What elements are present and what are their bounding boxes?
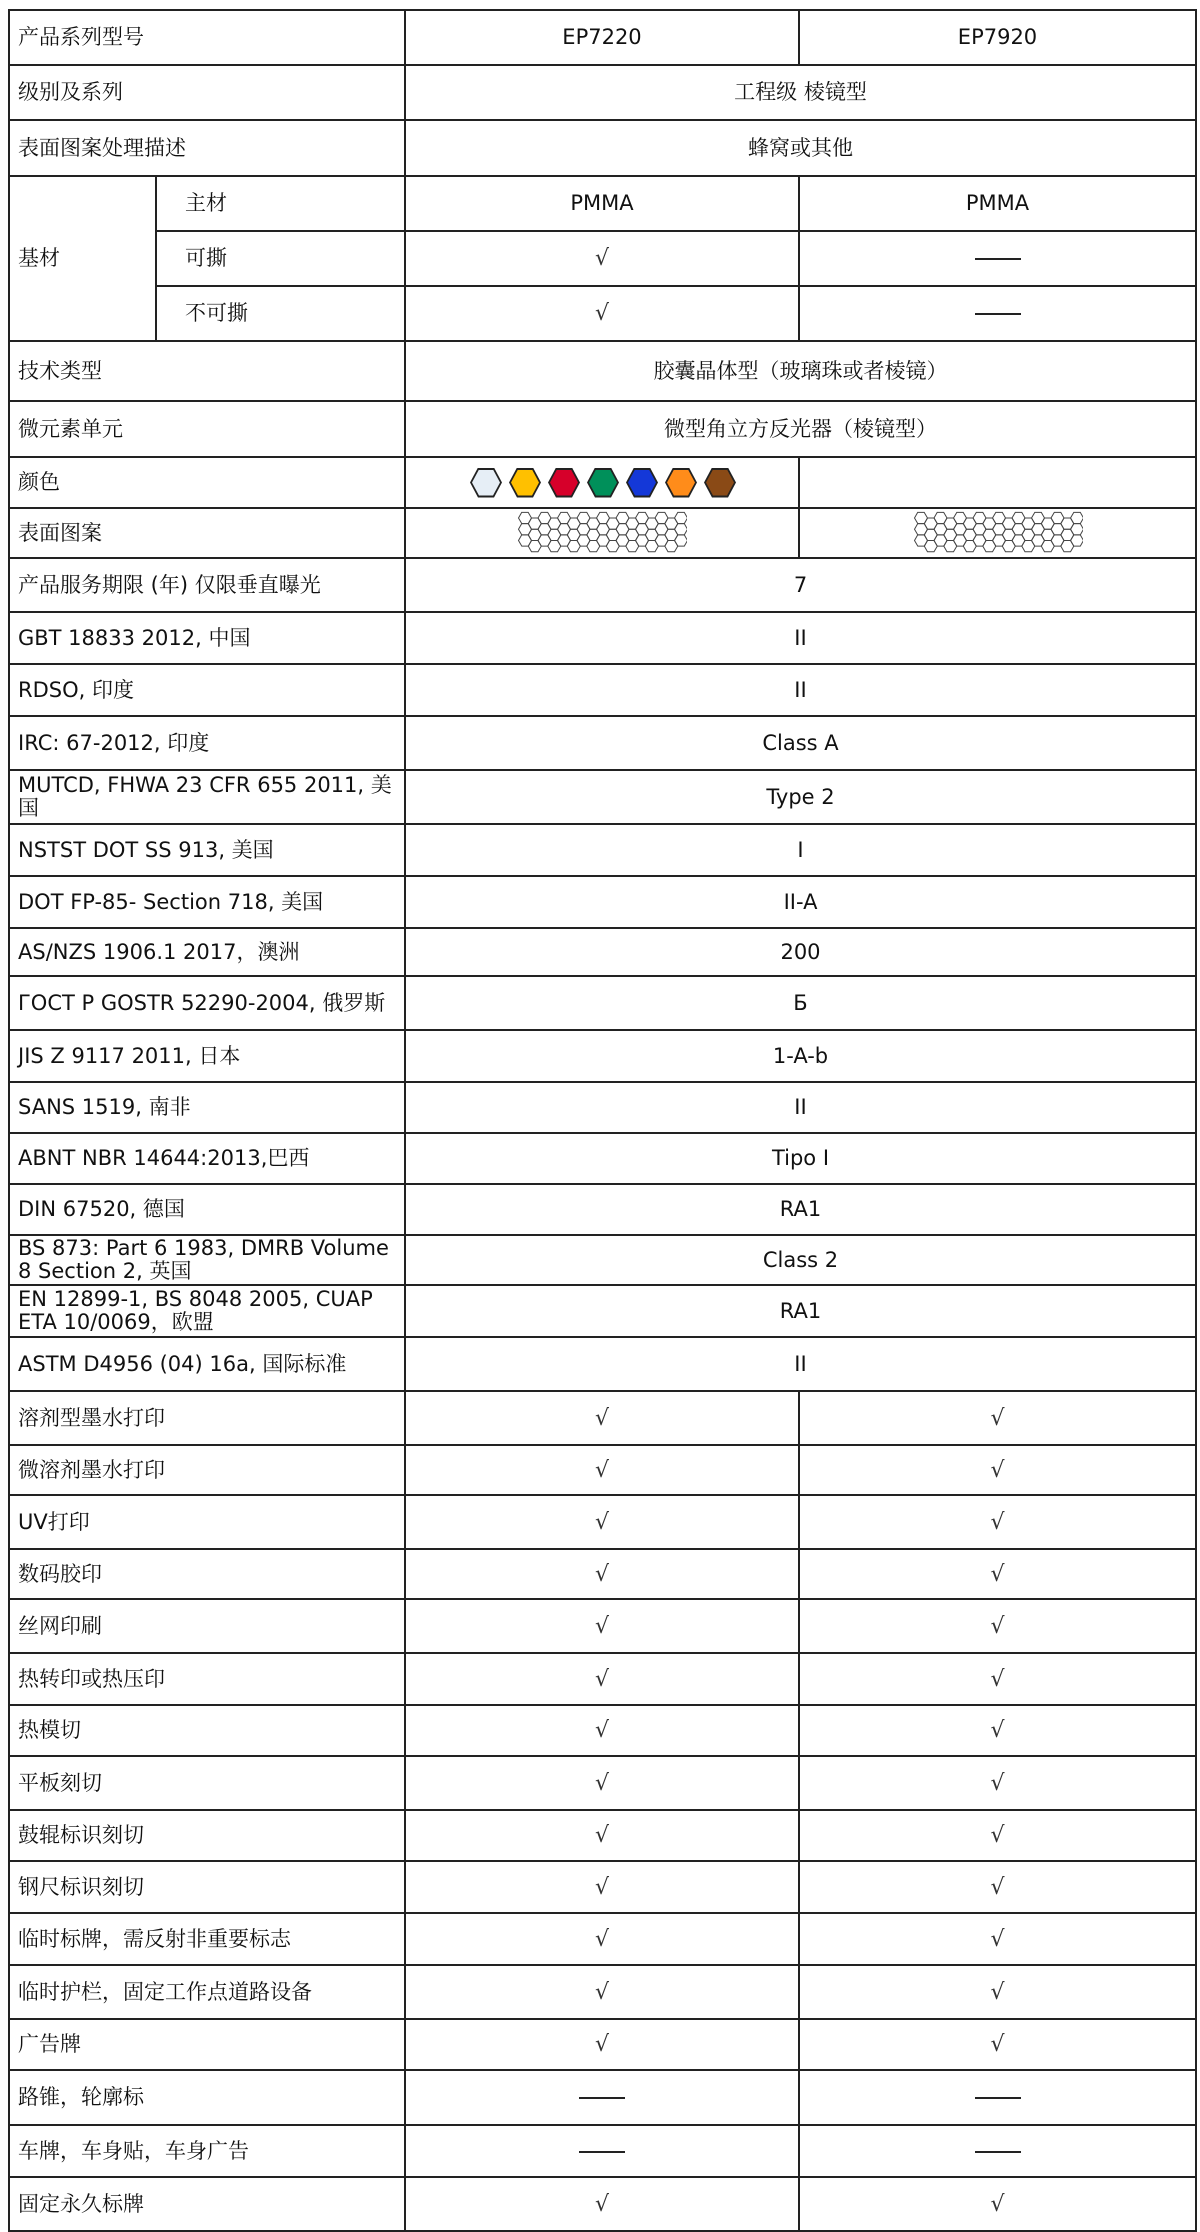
honeycomb-cell xyxy=(675,512,688,523)
standard-label: SANS 1519, 南非 xyxy=(9,1082,405,1133)
check-mark: √ xyxy=(990,2191,1005,2217)
standard-value: RA1 xyxy=(405,1285,1196,1337)
substrate-peelable-ep7220 xyxy=(405,231,799,286)
standard-label: MUTCD, FHWA 23 CFR 655 2011, 美国 xyxy=(9,770,405,824)
application-ep7220 xyxy=(405,2177,799,2231)
service-value: 7 xyxy=(405,558,1196,612)
standard-row xyxy=(9,1133,1196,1184)
standard-row xyxy=(9,1337,1196,1391)
spec-table-body xyxy=(9,10,1196,2231)
check-mark: √ xyxy=(990,1561,1005,1587)
not-applicable-dash xyxy=(975,258,1021,260)
grade-value: 工程级 棱镜型 xyxy=(405,65,1196,120)
application-label: UV打印 xyxy=(9,1495,405,1549)
substrate-main-row xyxy=(9,176,1196,231)
standard-value: Б xyxy=(405,976,1196,1030)
application-row xyxy=(9,1965,1196,2019)
application-ep7920 xyxy=(799,1965,1196,2019)
standard-value: I xyxy=(405,824,1196,876)
application-ep7920 xyxy=(799,1756,1196,1810)
substrate-main-ep7920: PMMA xyxy=(799,176,1196,231)
standard-label: ASTM D4956 (04) 16a, 国际标准 xyxy=(9,1337,405,1391)
check-mark: √ xyxy=(990,1979,1005,2005)
standard-row xyxy=(9,612,1196,664)
application-label: 广告牌 xyxy=(9,2019,405,2070)
application-row xyxy=(9,1810,1196,1861)
micro-value: 微型角立方反光器（棱镜型） xyxy=(405,401,1196,457)
header-label: 产品系列型号 xyxy=(9,10,405,65)
substrate-peelable-row xyxy=(9,231,1196,286)
standard-label: AS/NZS 1906.1 2017，澳洲 xyxy=(9,928,405,976)
application-ep7220 xyxy=(405,1913,799,1965)
application-label: 丝网印刷 xyxy=(9,1599,405,1653)
tech-label: 技术类型 xyxy=(9,341,405,401)
application-ep7920 xyxy=(799,2125,1196,2177)
standard-row xyxy=(9,1082,1196,1133)
color-swatches-ep7220 xyxy=(405,457,799,508)
honeycomb-pattern-icon xyxy=(517,511,687,555)
application-row xyxy=(9,1861,1196,1913)
application-ep7920 xyxy=(799,1445,1196,1495)
standard-row xyxy=(9,1030,1196,1082)
substrate-nonpeelable-ep7220 xyxy=(405,286,799,341)
substrate-nonpeelable-ep7920 xyxy=(799,286,1196,341)
standard-row xyxy=(9,824,1196,876)
application-label: 微溶剂墨水打印 xyxy=(9,1445,405,1495)
check-mark: √ xyxy=(594,1718,610,1743)
model-ep7220: EP7220 xyxy=(405,10,799,65)
not-applicable-dash xyxy=(975,313,1021,315)
application-label: 溶剂型墨水打印 xyxy=(9,1391,405,1445)
color-row xyxy=(9,457,1196,508)
surface-desc-label: 表面图案处理描述 xyxy=(9,120,405,176)
honeycomb-cell xyxy=(675,535,688,546)
application-label: 路锥，轮廓标 xyxy=(9,2070,405,2125)
not-applicable-dash xyxy=(579,2097,625,2099)
standard-row xyxy=(9,928,1196,976)
check-mark: √ xyxy=(990,1926,1005,1952)
orange-hexagon-icon xyxy=(665,468,697,498)
standard-value: 200 xyxy=(405,928,1196,976)
check-mark: √ xyxy=(594,1561,610,1587)
application-ep7920 xyxy=(799,2019,1196,2070)
substrate-peelable-ep7920 xyxy=(799,231,1196,286)
surface-desc-row xyxy=(9,120,1196,176)
application-ep7920 xyxy=(799,1861,1196,1913)
check-mark: √ xyxy=(594,2032,610,2057)
check-mark: √ xyxy=(594,1979,610,2005)
check-mark: √ xyxy=(990,1457,1005,1483)
standard-label: DIN 67520, 德国 xyxy=(9,1184,405,1235)
application-row xyxy=(9,1653,1196,1705)
check-mark: √ xyxy=(594,246,610,271)
application-label: 数码胶印 xyxy=(9,1549,405,1599)
check-mark: √ xyxy=(594,1666,610,1692)
model-ep7920: EP7920 xyxy=(799,10,1196,65)
red-hexagon-icon xyxy=(548,468,580,498)
application-label: 临时标牌，需反射非重要标志 xyxy=(9,1913,405,1965)
standard-label: BS 873: Part 6 1983, DMRB Volume 8 Section 2, 英国 xyxy=(9,1235,405,1285)
check-mark: √ xyxy=(990,1874,1005,1900)
surface-desc-value: 蜂窝或其他 xyxy=(405,120,1196,176)
standard-value: II-A xyxy=(405,876,1196,928)
standard-value: II xyxy=(405,1337,1196,1391)
application-ep7220 xyxy=(405,2125,799,2177)
application-ep7220 xyxy=(405,1599,799,1653)
tech-row xyxy=(9,341,1196,401)
yellow-hexagon-icon xyxy=(509,468,541,498)
application-label: 热模切 xyxy=(9,1705,405,1756)
application-ep7220 xyxy=(405,1653,799,1705)
standard-row xyxy=(9,1184,1196,1235)
check-mark: √ xyxy=(594,1509,610,1535)
substrate-main-label: 主材 xyxy=(156,176,405,231)
standard-label: ABNT NBR 14644:2013,巴西 xyxy=(9,1133,405,1184)
spec-table xyxy=(8,9,1197,2232)
application-ep7920 xyxy=(799,1913,1196,1965)
check-mark: √ xyxy=(990,2032,1005,2057)
application-ep7220 xyxy=(405,1391,799,1445)
application-ep7920 xyxy=(799,2177,1196,2231)
application-ep7920 xyxy=(799,1599,1196,1653)
pattern-row xyxy=(9,508,1196,558)
application-row xyxy=(9,1756,1196,1810)
micro-label: 微元素单元 xyxy=(9,401,405,457)
standard-row xyxy=(9,976,1196,1030)
application-ep7220 xyxy=(405,1549,799,1599)
application-row xyxy=(9,2019,1196,2070)
pattern-label: 表面图案 xyxy=(9,508,405,558)
standard-label: EN 12899-1, BS 8048 2005, CUAP ETA 10/0069，欧盟 xyxy=(9,1285,405,1337)
application-ep7220 xyxy=(405,1756,799,1810)
substrate-label: 基材 xyxy=(9,176,156,341)
not-applicable-dash xyxy=(975,2151,1021,2153)
application-label: 车牌，车身贴，车身广告 xyxy=(9,2125,405,2177)
tech-value: 胶囊晶体型（玻璃珠或者棱镜） xyxy=(405,341,1196,401)
application-row xyxy=(9,1495,1196,1549)
substrate-peelable-label: 可撕 xyxy=(156,231,405,286)
check-mark: √ xyxy=(990,1509,1005,1535)
standard-label: RDSO, 印度 xyxy=(9,664,405,716)
application-ep7920 xyxy=(799,1653,1196,1705)
honeycomb-cell xyxy=(1070,512,1083,523)
standard-value: 1-A-b xyxy=(405,1030,1196,1082)
application-row xyxy=(9,1705,1196,1756)
pattern-ep7920 xyxy=(799,508,1196,558)
check-mark: √ xyxy=(594,1874,610,1900)
standard-value: RA1 xyxy=(405,1184,1196,1235)
check-mark: √ xyxy=(594,1770,610,1796)
substrate-nonpeelable-row xyxy=(9,286,1196,341)
grade-row xyxy=(9,65,1196,120)
check-mark: √ xyxy=(594,1457,610,1483)
grade-label: 级别及系列 xyxy=(9,65,405,120)
standard-value: Class A xyxy=(405,716,1196,770)
service-row xyxy=(9,558,1196,612)
micro-row xyxy=(9,401,1196,457)
application-ep7220 xyxy=(405,1810,799,1861)
application-ep7220 xyxy=(405,2070,799,2125)
standard-row xyxy=(9,664,1196,716)
application-ep7920 xyxy=(799,1810,1196,1861)
color-swatches-ep7920 xyxy=(799,457,1196,508)
application-row xyxy=(9,2125,1196,2177)
check-mark: √ xyxy=(990,1718,1005,1743)
application-ep7220 xyxy=(405,2019,799,2070)
check-mark: √ xyxy=(594,1926,610,1952)
application-ep7220 xyxy=(405,1445,799,1495)
application-ep7920 xyxy=(799,1705,1196,1756)
standard-label: JIS Z 9117 2011, 日本 xyxy=(9,1030,405,1082)
check-mark: √ xyxy=(990,1666,1005,1692)
application-ep7920 xyxy=(799,1391,1196,1445)
check-mark: √ xyxy=(594,1613,610,1639)
application-row xyxy=(9,1391,1196,1445)
check-mark: √ xyxy=(594,1823,610,1848)
application-row xyxy=(9,2070,1196,2125)
service-label: 产品服务期限 (年) 仅限垂直曝光 xyxy=(9,558,405,612)
white-hexagon-icon xyxy=(470,468,502,498)
application-ep7920 xyxy=(799,2070,1196,2125)
check-mark: √ xyxy=(990,1613,1005,1639)
standard-value: II xyxy=(405,664,1196,716)
color-swatch-list xyxy=(414,468,790,498)
application-ep7220 xyxy=(405,1705,799,1756)
blue-hexagon-icon xyxy=(626,468,658,498)
check-mark: √ xyxy=(594,2191,610,2217)
not-applicable-dash xyxy=(579,2151,625,2153)
application-row xyxy=(9,1913,1196,1965)
application-row xyxy=(9,1599,1196,1653)
brown-hexagon-icon xyxy=(704,468,736,498)
check-mark: √ xyxy=(990,1405,1005,1431)
honeycomb-cell xyxy=(675,524,688,535)
not-applicable-dash xyxy=(975,2097,1021,2099)
check-mark: √ xyxy=(594,301,610,326)
standard-row xyxy=(9,716,1196,770)
application-row xyxy=(9,1445,1196,1495)
check-mark: √ xyxy=(990,1823,1005,1848)
standard-row xyxy=(9,770,1196,824)
standard-value: II xyxy=(405,1082,1196,1133)
standard-row xyxy=(9,1235,1196,1285)
honeycomb-pattern-icon xyxy=(913,511,1083,555)
substrate-nonpeelable-label: 不可撕 xyxy=(156,286,405,341)
standard-label: ГОСТ Р GOSTR 52290-2004, 俄罗斯 xyxy=(9,976,405,1030)
standard-label: DOT FP-85- Section 718, 美国 xyxy=(9,876,405,928)
application-row xyxy=(9,2177,1196,2231)
header-row xyxy=(9,10,1196,65)
substrate-main-ep7220: PMMA xyxy=(405,176,799,231)
honeycomb-cell xyxy=(1070,535,1083,546)
green-hexagon-icon xyxy=(587,468,619,498)
standard-value: Tipo I xyxy=(405,1133,1196,1184)
application-label: 鼓辊标识刻切 xyxy=(9,1810,405,1861)
application-label: 固定永久标牌 xyxy=(9,2177,405,2231)
standard-row xyxy=(9,1285,1196,1337)
standard-label: IRC: 67-2012, 印度 xyxy=(9,716,405,770)
application-ep7220 xyxy=(405,1861,799,1913)
application-ep7220 xyxy=(405,1495,799,1549)
standard-value: II xyxy=(405,612,1196,664)
application-row xyxy=(9,1549,1196,1599)
application-label: 钢尺标识刻切 xyxy=(9,1861,405,1913)
application-ep7920 xyxy=(799,1495,1196,1549)
standard-value: Type 2 xyxy=(405,770,1196,824)
application-label: 平板刻切 xyxy=(9,1756,405,1810)
standard-value: Class 2 xyxy=(405,1235,1196,1285)
standard-label: NSTST DOT SS 913, 美国 xyxy=(9,824,405,876)
check-mark: √ xyxy=(990,1770,1005,1796)
check-mark: √ xyxy=(594,1405,610,1431)
standard-label: GBT 18833 2012, 中国 xyxy=(9,612,405,664)
application-label: 热转印或热压印 xyxy=(9,1653,405,1705)
pattern-ep7220 xyxy=(405,508,799,558)
application-ep7220 xyxy=(405,1965,799,2019)
application-label: 临时护栏，固定工作点道路设备 xyxy=(9,1965,405,2019)
honeycomb-cell xyxy=(1070,524,1083,535)
standard-row xyxy=(9,876,1196,928)
application-ep7920 xyxy=(799,1549,1196,1599)
color-label: 颜色 xyxy=(9,457,405,508)
